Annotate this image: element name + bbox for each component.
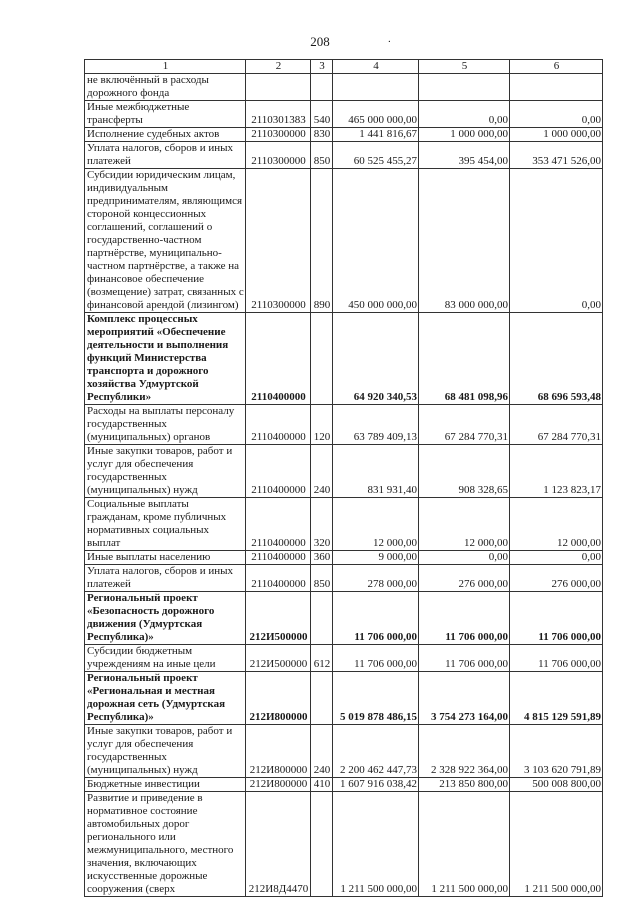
row-code: 212И800000 xyxy=(246,725,311,778)
table-row xyxy=(85,672,603,725)
row-amount-col6: 11 706 000,00 xyxy=(510,592,603,645)
page-number: 208 xyxy=(310,34,330,49)
table-row xyxy=(85,592,603,645)
row-name: Расходы на выплаты персоналу государственных (муниципальных) органов xyxy=(85,405,246,445)
row-code: 212И500000 xyxy=(246,592,311,645)
row-amount-col5: 1 000 000,00 xyxy=(419,128,510,142)
row-amount-col6: 4 815 129 591,89 xyxy=(510,672,603,725)
row-amount-col5: 395 454,00 xyxy=(419,142,510,169)
row-amount-col4: 1 607 916 038,42 xyxy=(333,778,419,792)
row-name: Региональный проект «Региональная и местная дорожная сеть (Удмуртская Республика)» xyxy=(85,672,246,725)
row-amount-col6 xyxy=(510,74,603,101)
row-amount-col5: 0,00 xyxy=(419,101,510,128)
row-expense-type xyxy=(311,792,333,897)
row-expense-type: 612 xyxy=(311,645,333,672)
row-name: Региональный проект «Безопасность дорожного движения (Удмуртская Республика)» xyxy=(85,592,246,645)
row-amount-col4: 63 789 409,13 xyxy=(333,405,419,445)
row-code: 2110400000 xyxy=(246,313,311,405)
row-amount-col4: 1 441 816,67 xyxy=(333,128,419,142)
row-amount-col4: 12 000,00 xyxy=(333,498,419,551)
table-row xyxy=(85,142,603,169)
row-name: Социальные выплаты гражданам, кроме публичных нормативных социальных выплат xyxy=(85,498,246,551)
row-expense-type: 850 xyxy=(311,142,333,169)
row-name: Иные межбюджетные трансферты xyxy=(85,101,246,128)
row-name: Комплекс процессных мероприятий «Обеспечение деятельности и выполнения функций Министерства транспорта и дорожного хозяйства Удмуртской Республики» xyxy=(85,313,246,405)
row-amount-col6: 1 123 823,17 xyxy=(510,445,603,498)
header-col-5: 5 xyxy=(419,60,510,74)
row-expense-type xyxy=(311,74,333,101)
row-amount-col5: 0,00 xyxy=(419,551,510,565)
row-code: 2110301383 xyxy=(246,101,311,128)
row-amount-col6: 0,00 xyxy=(510,169,603,313)
header-col-3: 3 xyxy=(311,60,333,74)
row-amount-col6: 500 008 800,00 xyxy=(510,778,603,792)
row-amount-col6: 353 471 526,00 xyxy=(510,142,603,169)
row-name: Развитие и приведение в нормативное состояние автомобильных дорог регионального или межмуниципального, местного значения, включающих искусственные дорожные сооружения (сверх xyxy=(85,792,246,897)
header-col-6: 6 xyxy=(510,60,603,74)
row-amount-col4: 60 525 455,27 xyxy=(333,142,419,169)
table-row xyxy=(85,778,603,792)
row-code: 212И500000 xyxy=(246,645,311,672)
row-name: Иные закупки товаров, работ и услуг для обеспечения государственных (муниципальных) нужд xyxy=(85,445,246,498)
row-amount-col6: 276 000,00 xyxy=(510,565,603,592)
row-code: 2110400000 xyxy=(246,405,311,445)
row-code: 2110300000 xyxy=(246,128,311,142)
table-row xyxy=(85,792,603,897)
row-amount-col4: 9 000,00 xyxy=(333,551,419,565)
row-name: Субсидии бюджетным учреждениям на иные цели xyxy=(85,645,246,672)
row-expense-type: 410 xyxy=(311,778,333,792)
row-amount-col4: 831 931,40 xyxy=(333,445,419,498)
row-code: 2110400000 xyxy=(246,498,311,551)
row-amount-col4: 450 000 000,00 xyxy=(333,169,419,313)
header-col-4: 4 xyxy=(333,60,419,74)
row-expense-type: 240 xyxy=(311,725,333,778)
row-expense-type xyxy=(311,672,333,725)
row-amount-col5: 213 850 800,00 xyxy=(419,778,510,792)
row-expense-type: 320 xyxy=(311,498,333,551)
table-row xyxy=(85,313,603,405)
row-code: 2110400000 xyxy=(246,565,311,592)
row-amount-col5: 908 328,65 xyxy=(419,445,510,498)
row-amount-col4: 1 211 500 000,00 xyxy=(333,792,419,897)
row-code: 212И800000 xyxy=(246,672,311,725)
row-amount-col6: 67 284 770,31 xyxy=(510,405,603,445)
row-name: не включённый в расходы дорожного фонда xyxy=(85,74,246,101)
row-amount-col5: 12 000,00 xyxy=(419,498,510,551)
table-header-row xyxy=(85,60,603,74)
row-amount-col5: 67 284 770,31 xyxy=(419,405,510,445)
row-name: Бюджетные инвестиции xyxy=(85,778,246,792)
table-row xyxy=(85,725,603,778)
row-amount-col5: 3 754 273 164,00 xyxy=(419,672,510,725)
table-row xyxy=(85,565,603,592)
row-amount-col5 xyxy=(419,74,510,101)
table-row xyxy=(85,128,603,142)
table-row xyxy=(85,405,603,445)
table-row xyxy=(85,101,603,128)
row-name: Субсидии юридическим лицам, индивидуальным предпринимателям, являющимся стороной концессионных соглашений, соглашений о государственно-частном партнёрстве, муниципально-частном партнёрстве, а также на финансовое обеспечение (возмещение) затрат, связанных с финансовой арендой (лизингом) xyxy=(85,169,246,313)
row-expense-type: 360 xyxy=(311,551,333,565)
row-amount-col6: 0,00 xyxy=(510,551,603,565)
row-name: Уплата налогов, сборов и иных платежей xyxy=(85,142,246,169)
row-amount-col6: 0,00 xyxy=(510,101,603,128)
row-expense-type: 240 xyxy=(311,445,333,498)
table-row xyxy=(85,645,603,672)
row-code: 2110400000 xyxy=(246,445,311,498)
row-amount-col6: 68 696 593,48 xyxy=(510,313,603,405)
row-code: 2110400000 xyxy=(246,551,311,565)
row-amount-col4: 278 000,00 xyxy=(333,565,419,592)
row-code: 2110300000 xyxy=(246,142,311,169)
row-amount-col4: 11 706 000,00 xyxy=(333,592,419,645)
budget-table xyxy=(84,59,603,897)
row-name: Исполнение судебных актов xyxy=(85,128,246,142)
row-amount-col4: 465 000 000,00 xyxy=(333,101,419,128)
row-expense-type: 850 xyxy=(311,565,333,592)
table-row xyxy=(85,445,603,498)
row-name: Иные выплаты населению xyxy=(85,551,246,565)
row-name: Иные закупки товаров, работ и услуг для обеспечения государственных (муниципальных) нужд xyxy=(85,725,246,778)
row-amount-col6: 1 211 500 000,00 xyxy=(510,792,603,897)
row-expense-type: 830 xyxy=(311,128,333,142)
row-amount-col6: 1 000 000,00 xyxy=(510,128,603,142)
header-col-2: 2 xyxy=(246,60,311,74)
row-amount-col4: 2 200 462 447,73 xyxy=(333,725,419,778)
row-amount-col4 xyxy=(333,74,419,101)
row-expense-type: 890 xyxy=(311,169,333,313)
row-amount-col4: 11 706 000,00 xyxy=(333,645,419,672)
table-row xyxy=(85,498,603,551)
row-amount-col5: 1 211 500 000,00 xyxy=(419,792,510,897)
table-row xyxy=(85,551,603,565)
row-amount-col5: 11 706 000,00 xyxy=(419,592,510,645)
row-code: 212И8Д4470 xyxy=(246,792,311,897)
row-amount-col4: 64 920 340,53 xyxy=(333,313,419,405)
row-amount-col5: 2 328 922 364,00 xyxy=(419,725,510,778)
table-row xyxy=(85,74,603,101)
row-expense-type xyxy=(311,313,333,405)
row-amount-col5: 68 481 098,96 xyxy=(419,313,510,405)
row-code xyxy=(246,74,311,101)
row-amount-col5: 11 706 000,00 xyxy=(419,645,510,672)
row-expense-type: 120 xyxy=(311,405,333,445)
row-amount-col4: 5 019 878 486,15 xyxy=(333,672,419,725)
row-code: 212И800000 xyxy=(246,778,311,792)
header-col-1: 1 xyxy=(85,60,246,74)
row-expense-type: 540 xyxy=(311,101,333,128)
page-mark: . xyxy=(388,33,391,45)
row-amount-col6: 3 103 620 791,89 xyxy=(510,725,603,778)
row-amount-col6: 11 706 000,00 xyxy=(510,645,603,672)
row-code: 2110300000 xyxy=(246,169,311,313)
row-name: Уплата налогов, сборов и иных платежей xyxy=(85,565,246,592)
row-amount-col6: 12 000,00 xyxy=(510,498,603,551)
row-amount-col5: 83 000 000,00 xyxy=(419,169,510,313)
row-amount-col5: 276 000,00 xyxy=(419,565,510,592)
row-expense-type xyxy=(311,592,333,645)
table-row xyxy=(85,169,603,313)
